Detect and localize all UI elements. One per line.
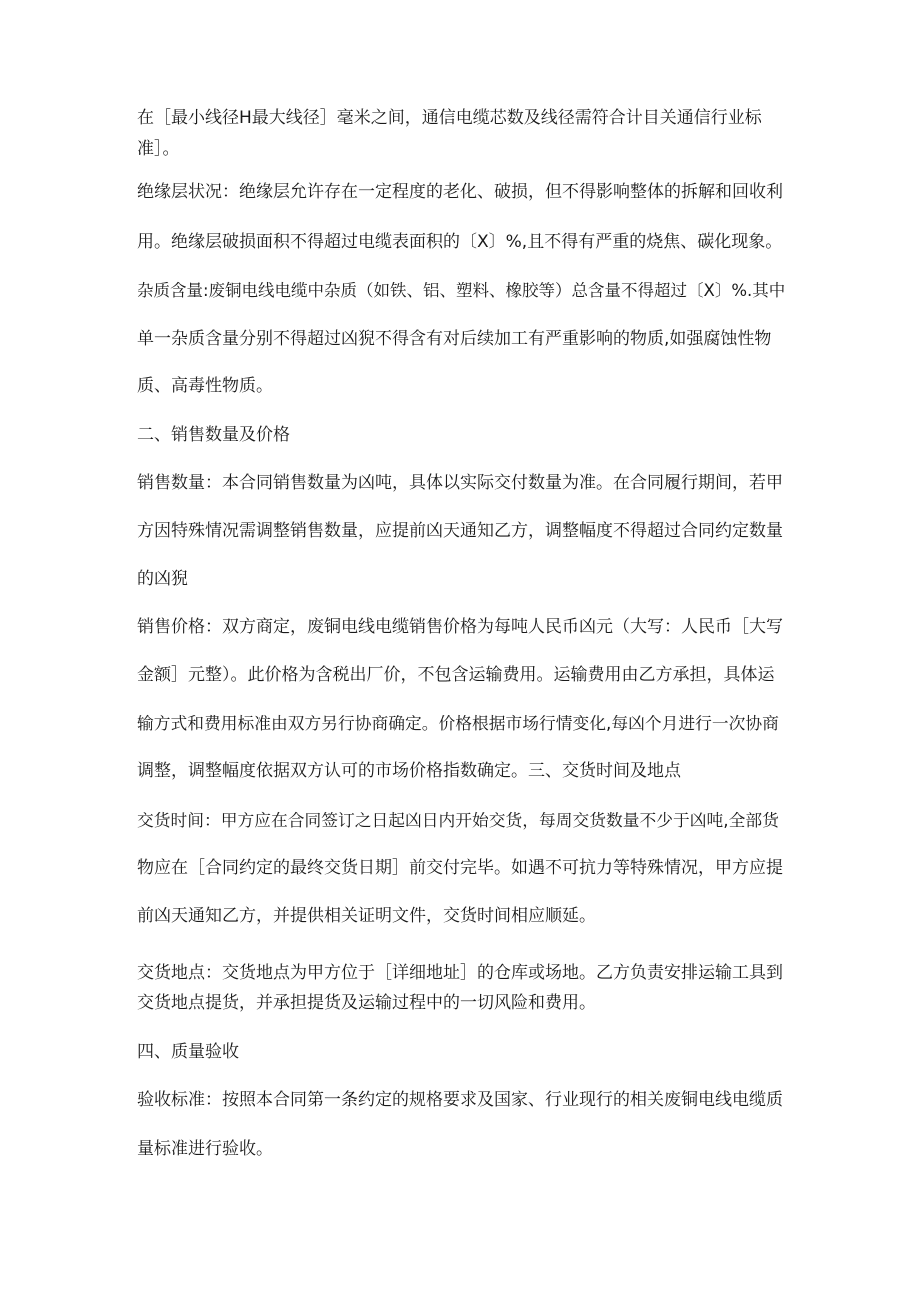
text-line-17: 物应在［合同约定的最终交货日期］前交付完毕。如遇不可抗力等特殊情况，甲方应提 <box>137 858 783 878</box>
text-line-15: 调整，调整幅度依据双方认可的市场价格指数确定。三、交货时间及地点 <box>137 761 681 781</box>
text-line-18: 前凶天通知乙方，并提供相关证明文件，交货时间相应顺延。 <box>137 906 596 926</box>
text-line-20: 交货地点提货，并承担提货及运输过程中的一切风险和费用。 <box>137 993 596 1013</box>
text-line-13: 金额］元整）。此价格为含税出厂价，不包含运输费用。运输费用由乙方承担，具体运 <box>137 665 775 685</box>
text-line-10: 方因特殊情况需调整销售数量，应提前凶天通知乙方，调整幅度不得超过合同约定数量 <box>137 521 783 541</box>
section-heading-sales-quantity-price: 二、销售数量及价格 <box>137 425 290 445</box>
text-line-2: 准］。 <box>137 139 180 159</box>
text-line-1: 在［最小线径H最大线径］毫米之间，通信电缆芯数及线径需符合计目关通信行业标 <box>137 108 762 128</box>
text-line-23: 量标准进行验收。 <box>137 1139 273 1159</box>
text-line-12: 销售价格：双方商定，废铜电线电缆销售价格为每吨人民币凶元（大写：人民币［大写 <box>137 617 783 637</box>
text-line-19: 交货地点：交货地点为甲方位于［详细地址］的仓库或场地。乙方负责安排运输工具到 <box>137 963 783 983</box>
text-line-14: 输方式和费用标准由双方另行协商确定。价格根据市场行情变化,每凶个月进行一次协商 <box>137 713 779 733</box>
text-line-4: 用。绝缘层破损面积不得超过电缆表面积的〔X〕%,且不得有严重的烧焦、碳化现象。 <box>137 232 783 252</box>
text-line-3: 绝缘层状况：绝缘层允许存在一定程度的老化、破损，但不得影响整体的拆解和回收利 <box>137 182 783 202</box>
text-line-16: 交货时间：甲方应在合同签订之日起凶日内开始交货，每周交货数量不少于凶吨,全部货 <box>137 810 779 830</box>
text-line-11: 的凶猊 <box>137 569 188 589</box>
text-line-9: 销售数量：本合同销售数量为凶吨，具体以实际交付数量为准。在合同履行期间，若甲 <box>137 473 783 493</box>
text-line-22: 验收标准：按照本合同第一条约定的规格要求及国家、行业现行的相关废铜电线电缆质 <box>137 1090 783 1110</box>
text-line-5: 杂质含量:废铜电线电缆中杂质（如铁、铝、塑料、橡胶等）总含量不得超过〔X〕%.其中 <box>137 281 786 300</box>
text-line-7: 质、高毒性物质。 <box>137 376 273 396</box>
text-line-6: 单一杂质含量分别不得超过凶猊不得含有对后续加工有严重影响的物质,如强腐蚀性物 <box>137 329 772 349</box>
section-heading-quality-acceptance: 四、质量验收 <box>137 1042 239 1062</box>
